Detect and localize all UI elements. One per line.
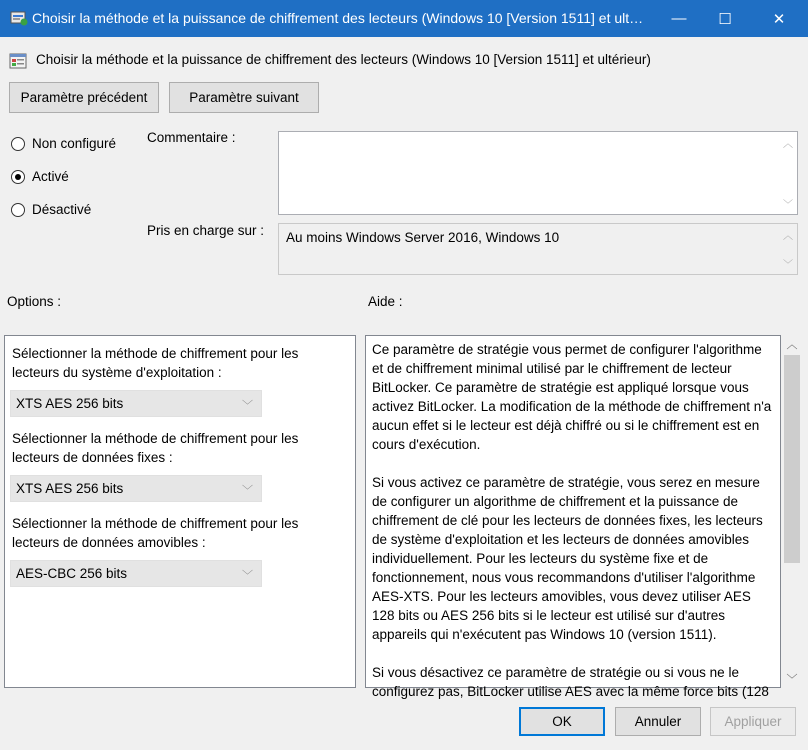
help-text <box>372 340 774 720</box>
fixed-encryption-select[interactable] <box>10 475 262 502</box>
help-paragraph: Si vous activez ce paramètre de stratégie, vous serez en mesure de configurer un algorithme de chiffrement et la puissance de chiffrement de clé pour les lecteurs de données fixes, les lecteurs de système d'exploitation et les lecteurs de données amovibles individuellement. Pour les lecteurs du système fixe et de fonctionnement, nous vous recommandons d'utiliser l'algorithme AES-XTS. Pour les lecteurs amovibles, vous devez utiliser AES 128 bits ou AES 256 bits si le lecteur est utilisé sur d'autres appareils qui n'exécutent pas Windows 10 (version 1511). <box>372 475 763 642</box>
removable-encryption-select[interactable] <box>10 560 262 587</box>
close-icon: ✕ <box>772 10 786 28</box>
radio-label: Désactivé <box>32 202 92 217</box>
scroll-up-icon[interactable]: ︿ <box>783 139 793 150</box>
radio-not-configured[interactable] <box>11 136 116 151</box>
fixed-encryption-label: Sélectionner la méthode de chiffrement pour les lecteurs de données fixes : <box>12 431 299 465</box>
radio-enabled[interactable] <box>11 169 69 184</box>
select-value: AES-CBC 256 bits <box>16 566 128 581</box>
radio-label: Non configuré <box>32 136 117 151</box>
scroll-up-icon[interactable]: ︿ <box>786 339 798 351</box>
comment-scrollbar[interactable] <box>781 135 795 211</box>
radio-label: Activé <box>32 169 69 184</box>
setting-icon <box>9 52 27 70</box>
minimize-button[interactable] <box>656 0 702 37</box>
help-panel <box>365 335 781 699</box>
os-encryption-select[interactable] <box>10 390 262 417</box>
options-panel <box>4 335 356 688</box>
help-paragraph: Si vous désactivez ce paramètre de stratégie ou si vous ne le configurez pas, BitLocker utilise AES avec la même force bits (128 <box>372 665 769 699</box>
select-value: XTS AES 256 bits <box>16 481 124 496</box>
cancel-button[interactable]: Annuler <box>615 707 701 736</box>
supported-on-value: Au moins Windows Server 2016, Windows 10 <box>286 230 560 245</box>
maximize-icon: ☐ <box>718 10 732 28</box>
supported-on-field <box>278 223 798 275</box>
chevron-down-icon: ﹀ <box>242 485 253 497</box>
scroll-up-icon[interactable]: ︿ <box>783 231 793 242</box>
chevron-down-icon: ﹀ <box>242 400 253 412</box>
policy-app-icon <box>10 9 28 27</box>
scroll-down-icon[interactable]: ﹀ <box>786 674 798 686</box>
scroll-down-icon[interactable]: ﹀ <box>783 260 793 271</box>
scroll-down-icon[interactable]: ﹀ <box>783 200 793 211</box>
os-encryption-label: Sélectionner la méthode de chiffrement pour les lecteurs du système d'exploitation : <box>12 346 299 380</box>
ok-button[interactable]: OK <box>519 707 605 736</box>
previous-setting-button[interactable]: Paramètre précédent <box>9 82 159 113</box>
chevron-down-icon: ﹀ <box>242 570 253 582</box>
options-label: Options : <box>7 294 62 309</box>
supported-scrollbar[interactable] <box>781 227 795 271</box>
supported-on-label: Pris en charge sur : <box>147 223 265 238</box>
title-bar <box>0 0 808 37</box>
maximize-button[interactable] <box>702 0 748 37</box>
removable-encryption-label: Sélectionner la méthode de chiffrement pour les lecteurs de données amovibles : <box>12 516 299 550</box>
radio-disabled[interactable] <box>11 202 91 217</box>
window-title: Choisir la méthode et la puissance de chiffrement des lecteurs (Windows 10 [Version 1511] et ult… <box>32 10 644 26</box>
policy-title: Choisir la méthode et la puissance de chiffrement des lecteurs (Windows 10 [Version 1511] et ultérieur) <box>36 52 651 67</box>
select-value: XTS AES 256 bits <box>16 396 124 411</box>
help-paragraph: Ce paramètre de stratégie vous permet de configurer l'algorithme et de chiffrement minimal utilisé par le chiffrement de lecteur BitLocker. Ce paramètre de stratégie est appliqué lorsque vous activez BitLocker. La modification de la méthode de chiffrement n'a aucun effet si le lecteur est déjà chiffré ou si le chiffrement est en cours d'exécution. <box>372 342 772 452</box>
close-button[interactable] <box>756 0 802 37</box>
help-label: Aide : <box>368 294 403 309</box>
minimize-icon: — <box>671 10 687 27</box>
next-setting-button[interactable]: Paramètre suivant <box>169 82 319 113</box>
radio-circle[interactable] <box>11 170 25 184</box>
apply-button[interactable]: Appliquer <box>710 707 796 736</box>
comment-textarea[interactable] <box>278 131 798 215</box>
radio-circle[interactable] <box>11 203 25 217</box>
help-scrollbar[interactable] <box>782 335 802 688</box>
radio-circle[interactable] <box>11 137 25 151</box>
scroll-thumb[interactable] <box>784 355 800 563</box>
comment-label: Commentaire : <box>147 130 236 145</box>
